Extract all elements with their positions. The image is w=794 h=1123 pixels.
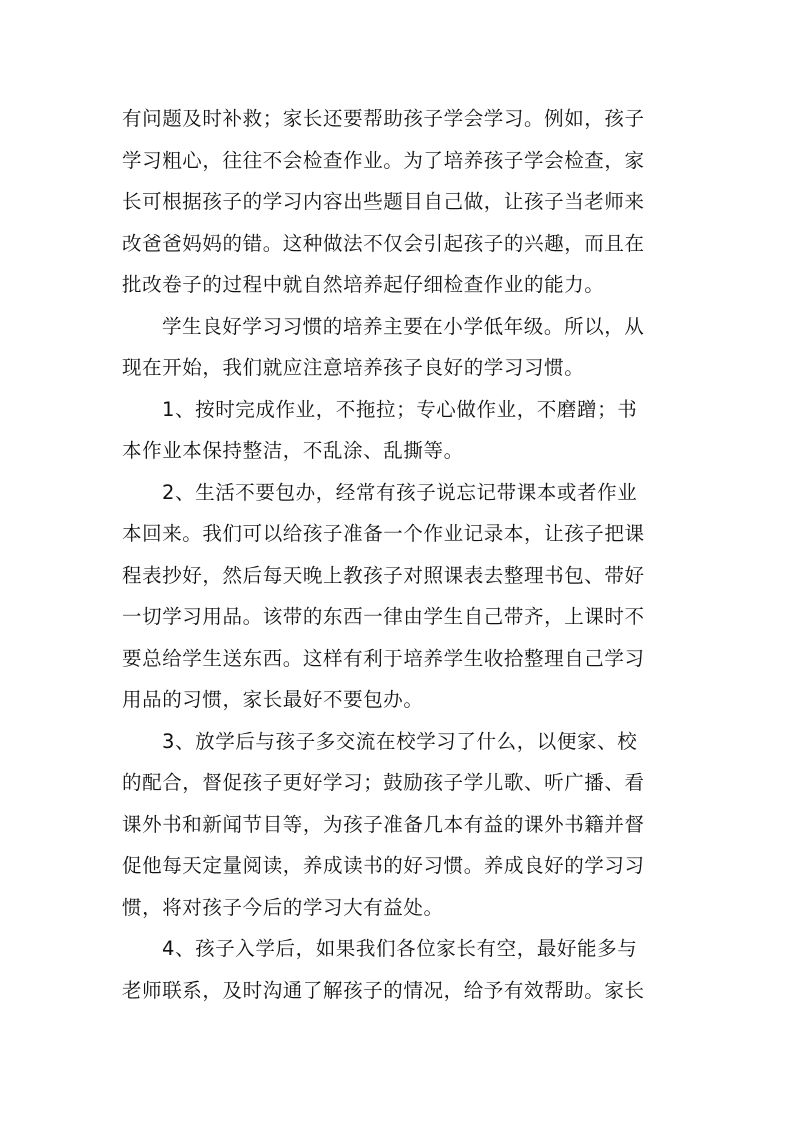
paragraph-first-line: 3、放学后与孩子多交流在校学习了什么，以便家、校 (162, 729, 638, 753)
text-line: 课外书和新闻节目等，为孩子准备几本有益的课外书籍并督 (122, 812, 645, 836)
paragraph-first-line: 学生良好学习习惯的培养主要在小学低年级。所以，从 (162, 314, 645, 338)
text-line: 老师联系，及时沟通了解孩子的情况，给予有效帮助。家长 (122, 978, 645, 1002)
text-line: 本回来。我们可以给孩子准备一个作业记录本，让孩子把课 (122, 522, 645, 545)
text-line: 程表抄好，然后每天晚上教孩子对照课表去整理书包、带好 (122, 563, 645, 587)
text-line: 学习粗心，往往不会检查作业。为了培养孩子学会检查，家 (122, 148, 645, 172)
paragraph-first-line: 4、孩子入学后，如果我们各位家长有空，最好能多与 (162, 937, 638, 960)
text-line: 现在开始，我们就应注意培养孩子良好的学习习惯。 (122, 356, 585, 379)
text-line: 批改卷子的过程中就自然培养起仔细检查作业的能力。 (122, 273, 605, 296)
text-line: 要总给学生送东西。这样有利于培养学生收拾整理自己学习 (122, 646, 645, 670)
paragraph-first-line: 1、按时完成作业，不拖拉；专心做作业，不磨蹭；书 (162, 397, 638, 421)
text-line: 促他每天定量阅读，养成读书的好习惯。养成良好的学习习 (122, 854, 645, 877)
text-line: 一切学习用品。该带的东西一律由学生自己带齐，上课时不 (122, 605, 645, 628)
body-text (122, 98, 674, 1011)
text-line: 用品的习惯，家长最好不要包办。 (122, 688, 424, 711)
paragraph-first-line: 2、生活不要包办，经常有孩子说忘记带课本或者作业 (162, 480, 638, 504)
text-line: 有问题及时补救；家长还要帮助孩子学会学习。例如，孩子 (122, 107, 645, 130)
text-line: 的配合，督促孩子更好学习；鼓励孩子学儿歌、听广播、看 (122, 771, 645, 794)
text-line: 长可根据孩子的学习内容出些题目自己做，让孩子当老师来 (122, 190, 645, 213)
text-line: 改爸爸妈妈的错。这种做法不仅会引起孩子的兴趣，而且在 (122, 231, 645, 255)
text-line: 惯，将对孩子今后的学习大有益处。 (122, 895, 444, 919)
text-line: 本作业本保持整洁，不乱涂、乱撕等。 (122, 439, 464, 462)
